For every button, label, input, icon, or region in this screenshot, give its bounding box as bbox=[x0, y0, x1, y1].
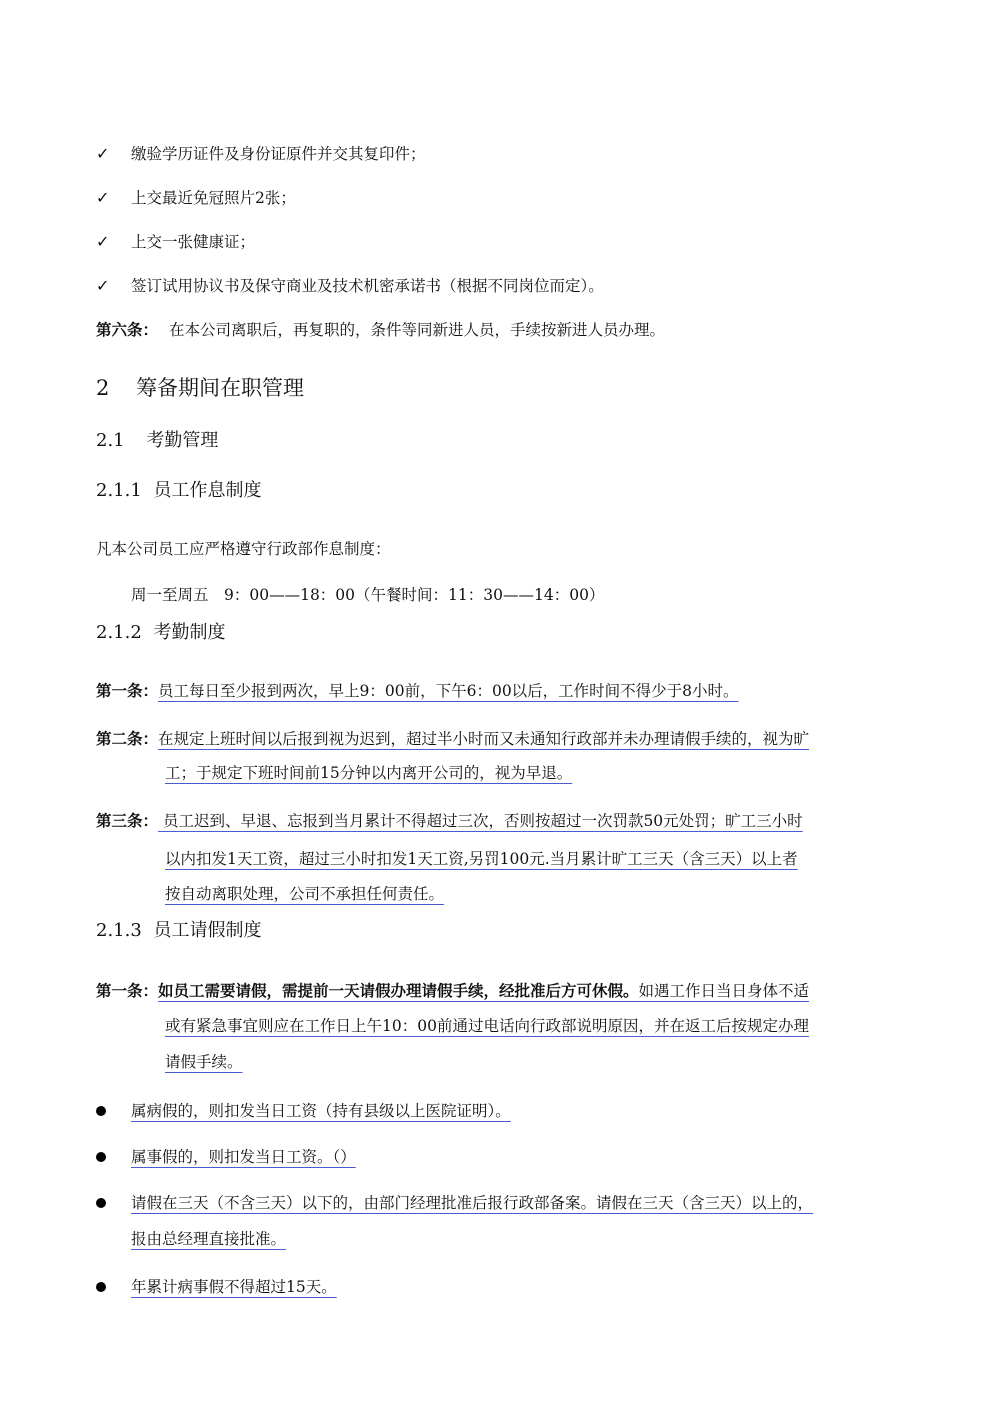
check-icon: ✓ bbox=[96, 144, 110, 163]
list-item-continued: 报由总经理直接批准。 bbox=[131, 1230, 287, 1248]
bullet-icon bbox=[96, 1106, 106, 1116]
list-item: 属病假的，则扣发当日工资（持有县级以上医院证明）。 bbox=[131, 1102, 511, 1120]
article-text: 员工迟到、早退、忘报到当月累计不得超过三次，否则按超过一次罚款50元处罚；旷工三小时 bbox=[158, 812, 803, 830]
checklist-item: 上交最近免冠照片2张； bbox=[131, 189, 296, 207]
heading-number: 2.1 bbox=[96, 430, 125, 451]
heading-number: 2.1.1 bbox=[96, 480, 142, 501]
rest-schedule: 周一至周五 9：00——18：00（午餐时间：11：30——14：00） bbox=[131, 586, 605, 604]
article-text: 在规定上班时间以后报到视为迟到，超过半小时而又未通知行政部并未办理请假手续的，视为旷 bbox=[158, 730, 810, 748]
heading-title: 员工请假制度 bbox=[153, 920, 262, 941]
article-text: 工；于规定下班时间前15分钟以内离开公司的，视为早退。 bbox=[165, 764, 573, 782]
section-heading bbox=[96, 375, 304, 401]
heading-number: 2.1.3 bbox=[96, 920, 142, 941]
article-text: 如遇工作日当日身体不适 bbox=[638, 982, 810, 1000]
heading-title: 员工作息制度 bbox=[153, 480, 262, 501]
bullet-icon bbox=[96, 1198, 106, 1208]
bullet-icon bbox=[96, 1152, 106, 1162]
bullet-icon bbox=[96, 1282, 106, 1292]
attendance-article-1 bbox=[96, 681, 739, 701]
article-label: 第三条： bbox=[96, 811, 159, 830]
article-text: 按自动离职处理，公司不承担任何责任。 bbox=[165, 885, 445, 903]
article-label: 第六条： bbox=[96, 320, 159, 339]
article-text-bold: 如员工需要请假，需提前一天请假办理请假手续，经批准后方可休假。 bbox=[158, 981, 639, 1000]
checklist-item: 缴验学历证件及身份证原件并交其复印件； bbox=[131, 145, 426, 163]
heading-number: 2.1.2 bbox=[96, 622, 142, 643]
checklist-item: 签订试用协议书及保守商业及技术机密承诺书（根据不同岗位而定）。 bbox=[131, 277, 604, 295]
subsection-heading bbox=[96, 429, 218, 453]
subsubsection-heading bbox=[96, 919, 262, 943]
rest-intro: 凡本公司员工应严格遵守行政部作息制度： bbox=[96, 540, 391, 558]
heading-title: 考勤制度 bbox=[153, 622, 226, 643]
check-icon: ✓ bbox=[96, 232, 110, 251]
article-label: 第一条： bbox=[96, 981, 159, 1000]
article-label: 第一条： bbox=[96, 681, 159, 700]
list-item: 请假在三天（不含三天）以下的，由部门经理批准后报行政部备案。请假在三天（含三天）以上的， bbox=[131, 1194, 814, 1212]
list-item: 属事假的，则扣发当日工资。（） bbox=[131, 1148, 356, 1166]
subsubsection-heading bbox=[96, 479, 262, 503]
list-item: 年累计病事假不得超过15天。 bbox=[131, 1278, 337, 1296]
subsubsection-heading bbox=[96, 621, 226, 645]
heading-title: 筹备期间在职管理 bbox=[136, 376, 305, 400]
article-text: 或有紧急事宜则应在工作日上午10：00前通过电话向行政部说明原因，并在返工后按规定办理 bbox=[165, 1017, 809, 1035]
article-6 bbox=[96, 320, 665, 340]
article-text: 在本公司离职后，再复职的，条件等同新进人员，手续按新进人员办理。 bbox=[168, 321, 665, 339]
article-label: 第二条： bbox=[96, 729, 159, 748]
checklist-item: 上交一张健康证； bbox=[131, 233, 256, 251]
heading-number: 2 bbox=[96, 376, 110, 400]
check-icon: ✓ bbox=[96, 276, 110, 295]
check-icon: ✓ bbox=[96, 188, 110, 207]
article-text: 员工每日至少报到两次，早上9：00前，下午6：00以后，工作时间不得少于8小时。 bbox=[158, 682, 739, 700]
article-text: 请假手续。 bbox=[165, 1053, 243, 1071]
heading-title: 考勤管理 bbox=[146, 430, 219, 451]
article-text: 以内扣发1天工资，超过三小时扣发1天工资,另罚100元.当月累计旷工三天（含三天）以上者 bbox=[165, 850, 798, 868]
